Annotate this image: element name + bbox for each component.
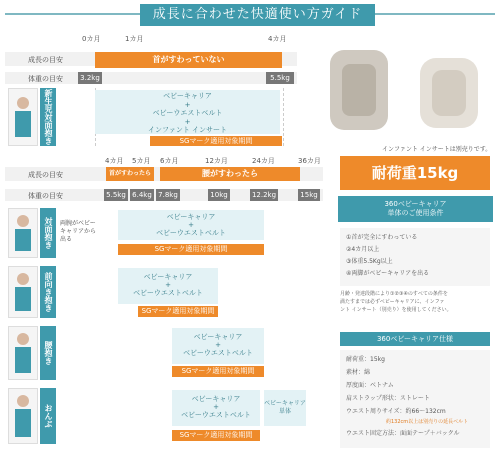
combo-line: ベビーキャリア: [264, 400, 306, 407]
sg-bar: SGマーク適用対象期間: [118, 244, 264, 255]
spec-header: 360ベビーキャリア仕様: [340, 332, 490, 346]
baby-carrier-icon: [9, 267, 37, 317]
mode-combo-box: [118, 210, 264, 240]
single-carrier-box: [264, 390, 306, 426]
note-line: 満たすまでは必ずベビーキャリアに、インファ: [340, 299, 445, 305]
weight-start: 3.2kg: [78, 72, 102, 84]
hip-image: [8, 326, 38, 380]
spec-item: 肩ストラップ形状：ストレート: [346, 395, 430, 402]
combo-line: +: [184, 100, 191, 109]
weight-value: 6.4kg: [130, 189, 154, 201]
newborn-combo-box: [95, 90, 280, 134]
note-line: 月齢・発達段階により①②③④のすべての条件を: [340, 291, 448, 297]
mode-combo-box: [118, 268, 218, 304]
conditions-list: [340, 228, 490, 286]
mode-side-label: 腰抱き: [40, 326, 56, 380]
weight-value: 15kg: [298, 189, 320, 201]
condition-item: ①首が完全にすわっている: [346, 234, 418, 241]
combo-line: ベビーキャリア: [143, 273, 193, 281]
sg-bar: SGマーク適用対象期間: [172, 430, 260, 441]
back-image: [8, 388, 38, 444]
combo-line: ベビーキャリア: [193, 333, 243, 341]
spec-item: 耐荷重：15kg: [346, 356, 385, 363]
month-label: 24カ月: [252, 157, 275, 165]
weight-value: 7.8kg: [156, 189, 180, 201]
weight-value: 12.2kg: [251, 191, 277, 199]
face-in-image: [8, 208, 38, 258]
spec-item: 厚度面：ベトナム: [346, 382, 394, 389]
combo-line: ベビーキャリア: [166, 213, 216, 221]
month-label: 4カ月: [105, 157, 124, 165]
note-text: 両腕がベビーキャリアから出る: [60, 220, 97, 243]
spec-list: [340, 350, 490, 448]
note-line: ント インサート（別売り）を使用してください。: [340, 307, 452, 313]
guide-label: 成長の目安: [28, 171, 63, 179]
carrier-product-icon: [318, 40, 400, 140]
neck-ok-bar: 首がすわったら: [106, 167, 154, 181]
spec-item: ウエスト周りサイズ：約66〜132cm: [346, 408, 446, 415]
divider: [283, 88, 284, 146]
conditions-header: [338, 196, 493, 222]
spec-item: 素材：綿: [346, 369, 371, 376]
sg-bar: SGマーク適用対象期間: [172, 366, 264, 377]
forward-image: [8, 266, 38, 318]
combo-line: ベビーウエストベルト: [156, 229, 226, 237]
combo-line: +: [213, 403, 219, 411]
carrier-photo-2: [408, 40, 490, 140]
month-label: 1カ月: [125, 35, 144, 43]
combo-line: ベビーウエストベルト: [152, 109, 223, 117]
condition-item: ③体重5.5Kg以上: [346, 258, 393, 265]
baby-carrier-icon: [9, 209, 37, 257]
newborn-image: [8, 88, 38, 146]
combo-line: インファント インサート: [147, 126, 228, 134]
weight-label: 体重の目安: [28, 75, 63, 83]
month-label: 36カ月: [298, 157, 321, 165]
combo-line: +: [188, 221, 194, 229]
spec-item: ウエスト固定方法：面面テープ＋バックル: [346, 430, 460, 437]
conditions-note: [340, 290, 490, 314]
mode-side-label: おんぶ: [40, 388, 56, 444]
month-label: 6カ月: [160, 157, 179, 165]
title-line-left: [5, 13, 140, 15]
mode-combo-box: [172, 390, 260, 426]
page-title: 成長に合わせた快適使い方ガイド: [140, 4, 375, 26]
combo-line: ベビーキャリア: [163, 92, 212, 100]
mode-note: [60, 220, 100, 244]
combo-line: ベビーウエストベルト: [183, 349, 253, 357]
month-label: 4カ月: [268, 35, 287, 43]
header-line: 360ベビーキャリア: [384, 200, 447, 208]
condition-item: ④両脚がベビーキャリアを出る: [346, 270, 430, 277]
weight-value: 10kg: [208, 189, 230, 201]
mode-side-label: 対面抱き: [40, 208, 56, 258]
sg-bar: SGマーク適用対象期間: [150, 136, 282, 146]
load-capacity: 耐荷重15kg: [340, 156, 490, 190]
combo-line: +: [184, 117, 191, 126]
insert-product-icon: [408, 40, 490, 140]
carrier-photo-1: [318, 40, 400, 140]
neck-bar: 首がすわっていない: [95, 52, 282, 68]
title-line-right: [375, 13, 495, 15]
month-label: 0カ月: [82, 35, 101, 43]
combo-line: ベビーウエストベルト: [133, 289, 203, 297]
spec-item: 約132cm以上は別売りの延長ベルト: [386, 419, 469, 425]
month-label: 5カ月: [132, 157, 151, 165]
header-line: 単体のご使用条件: [387, 209, 444, 217]
baby-carrier-icon: [9, 89, 37, 145]
mode-combo-box: [172, 328, 264, 364]
sg-bar: SGマーク適用対象期間: [138, 306, 218, 317]
month-label: 12カ月: [205, 157, 228, 165]
combo-line: ベビーキャリア: [191, 395, 241, 403]
weight-value: 5.5kg: [104, 189, 128, 201]
waist-ok-bar: 腰がすわったら: [160, 167, 300, 181]
guide-label: 成長の目安: [28, 56, 63, 64]
weight-end: 5.5kg: [266, 72, 294, 84]
weight-label: 体重の目安: [28, 192, 63, 200]
insert-caption: インファント インサートは別売りです。: [382, 146, 492, 153]
mode-side-label: 前向き抱き: [40, 266, 56, 318]
combo-line: +: [165, 281, 171, 289]
combo-line: ベビーウエストベルト: [181, 411, 251, 419]
combo-line: 単体: [278, 408, 291, 415]
combo-line: +: [215, 341, 221, 349]
baby-carrier-icon: [9, 327, 37, 379]
condition-item: ②4カ月以上: [346, 246, 380, 253]
newborn-side-label: 新生児対面抱き: [40, 88, 56, 146]
baby-carrier-icon: [9, 389, 37, 443]
